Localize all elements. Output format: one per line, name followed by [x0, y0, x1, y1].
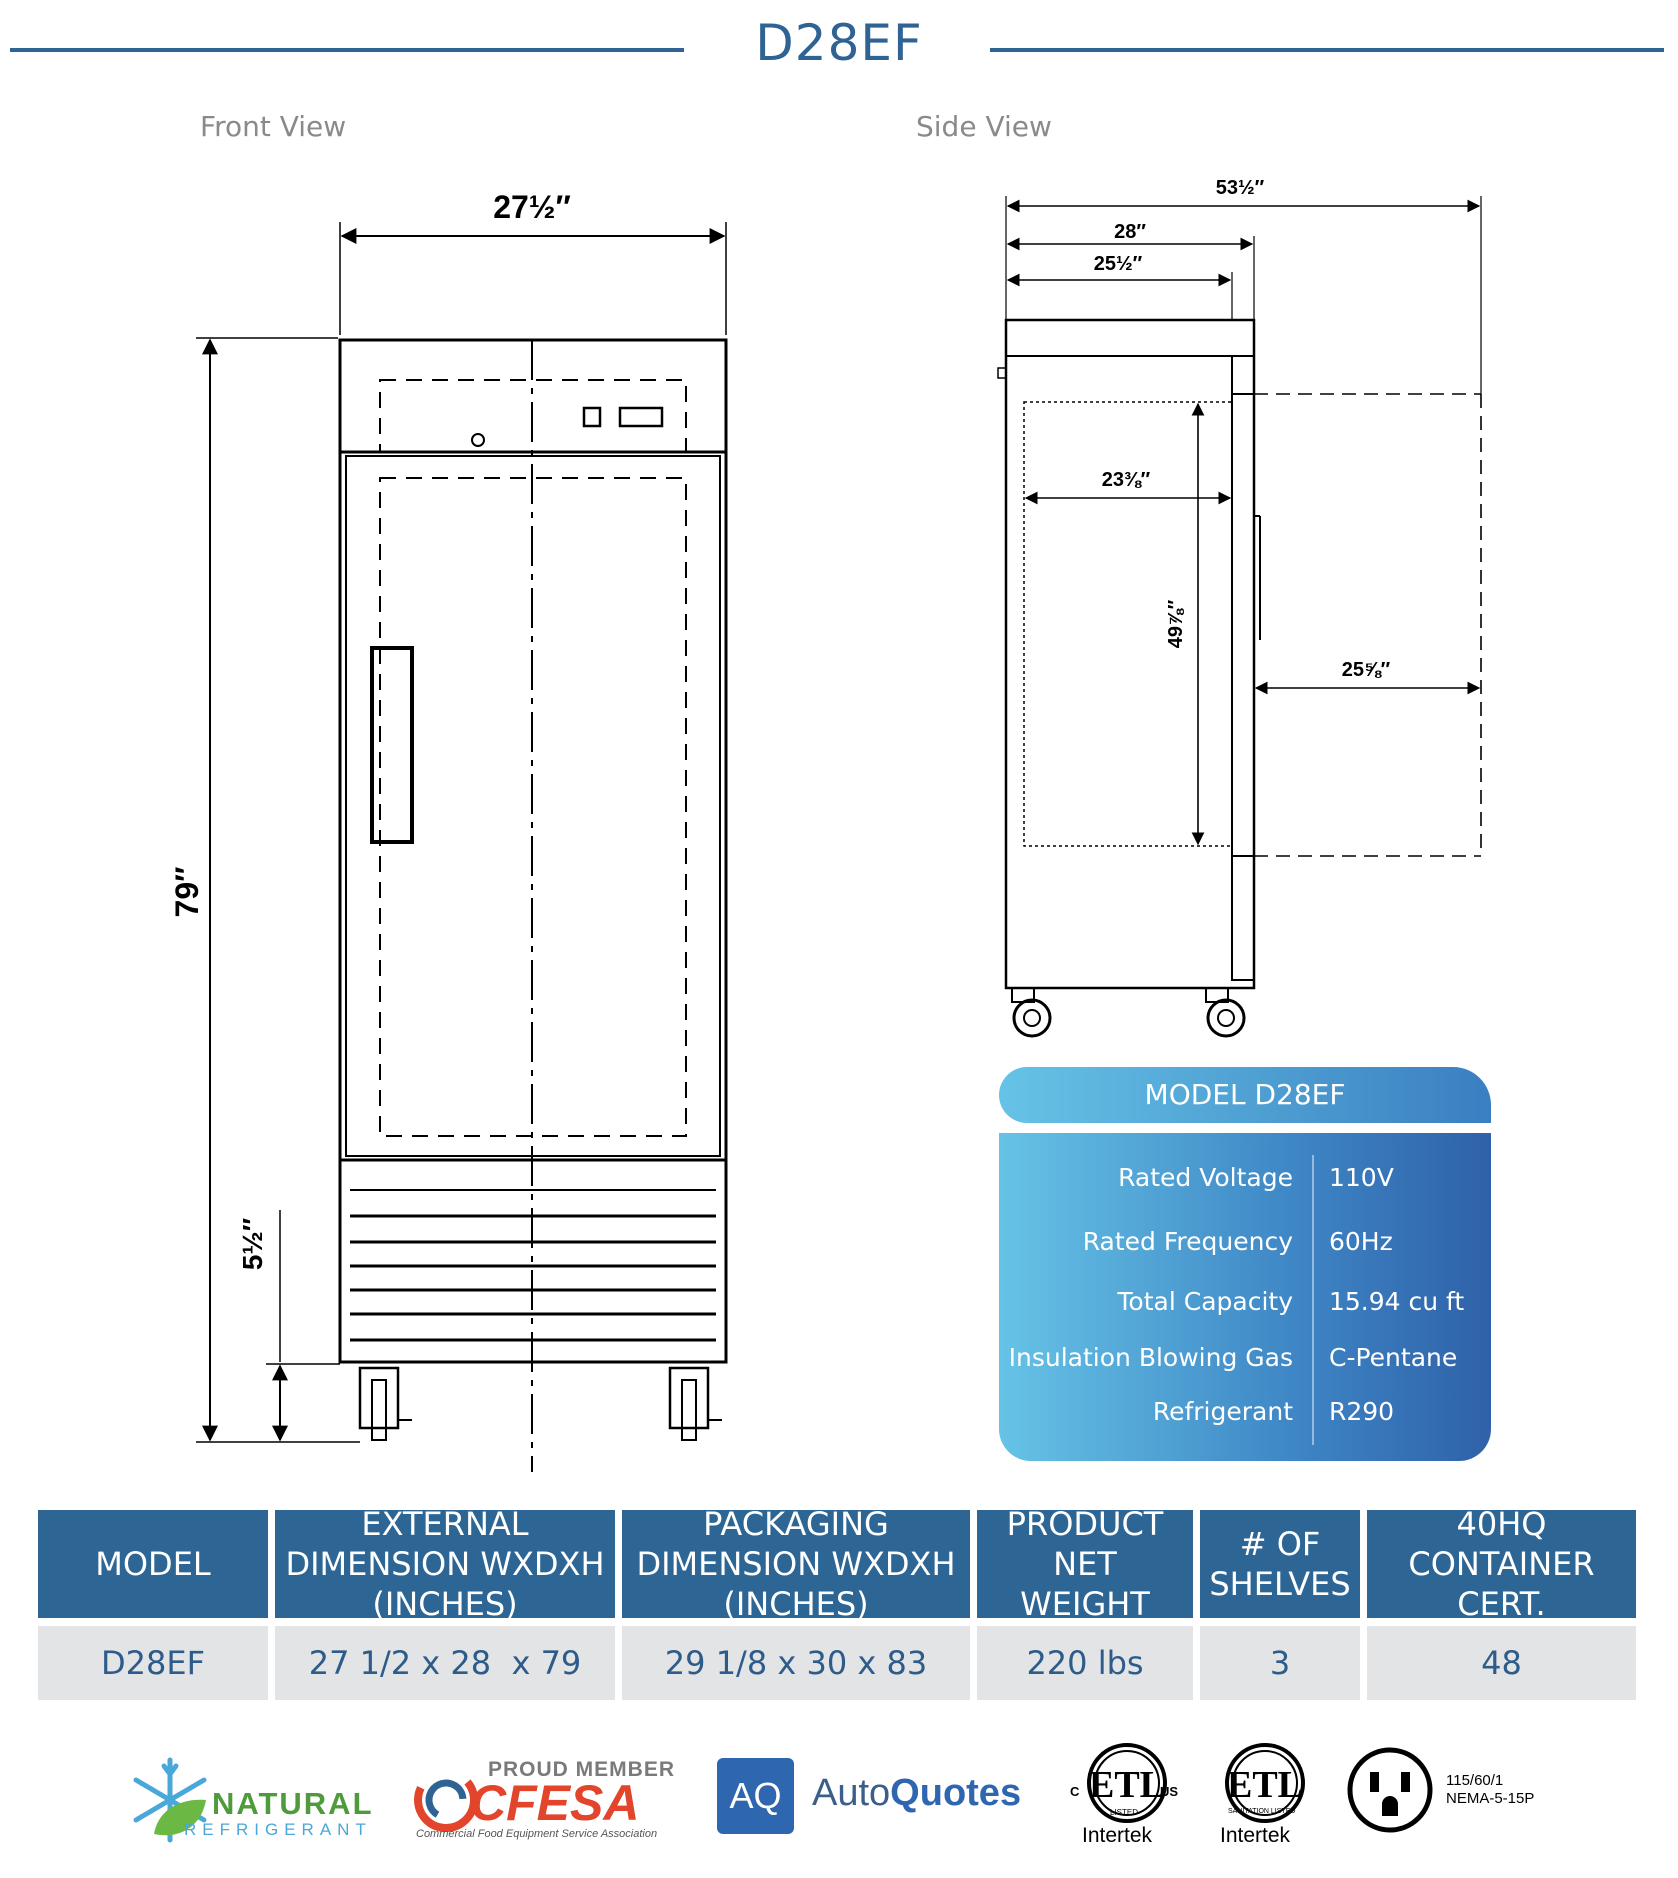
front-view-label: Front View [200, 110, 347, 143]
spec-row-frequency [999, 1227, 1491, 1267]
autoquotes-badge [717, 1758, 794, 1834]
svg-text:ETL: ETL [1088, 1764, 1166, 1806]
side-total-depth-label: 53½″ [1215, 177, 1265, 199]
table-header-packaging: PACKAGING DIMENSION WXDXH (INCHES) [622, 1510, 970, 1618]
side-interior-width-label: 23⅜″ [1101, 469, 1151, 491]
table-cell-external: 27 1/2 x 28 x 79 [275, 1626, 615, 1700]
spec-label: Total Capacity [1117, 1287, 1293, 1316]
autoquotes-badge-text: AQ [729, 1775, 782, 1816]
spec-row-voltage [999, 1163, 1491, 1203]
etl-listed-text: LISTED [1110, 1808, 1139, 1817]
plug-spec-line-1: 115/60/1 [1446, 1772, 1504, 1789]
etl-sanitation-text: SANITATION LISTED [1228, 1808, 1296, 1815]
side-door-swing-label: 25⅝″ [1341, 659, 1391, 681]
spec-value: 60Hz [1329, 1227, 1393, 1256]
nema-plug-icon [1346, 1746, 1434, 1834]
natural-refrigerant-title: NATURAL [212, 1786, 374, 1821]
front-view-drawing [196, 222, 726, 1472]
spec-value: 15.94 cu ft [1329, 1287, 1465, 1316]
spec-row-blowing-gas [999, 1343, 1491, 1383]
cfesa-wordmark: CFESA [470, 1775, 640, 1831]
spec-label: Rated Frequency [1082, 1227, 1293, 1256]
table-cell-weight: 220 lbs [977, 1626, 1193, 1700]
autoquotes-word-auto: Auto [812, 1772, 891, 1814]
cfesa-proud-member: PROUD MEMBER [488, 1758, 676, 1781]
svg-text:ETL: ETL [1226, 1764, 1304, 1806]
etl-c-mark: C [1070, 1784, 1080, 1799]
table-cell-shelves: 3 [1200, 1626, 1360, 1700]
page-title: D28EF [755, 14, 923, 72]
spec-card [999, 1133, 1491, 1461]
front-height-label: 79″ [169, 866, 205, 918]
spec-card-title: MODEL D28EF [999, 1067, 1491, 1123]
spec-row-refrigerant [999, 1397, 1491, 1437]
side-view-label: Side View [916, 110, 1052, 143]
table-cell-model: D28EF [38, 1626, 268, 1700]
spec-label: Rated Voltage [1118, 1163, 1293, 1192]
natural-refrigerant-subtitle: REFRIGERANT [184, 1820, 372, 1839]
table-header-weight: PRODUCT NET WEIGHT [977, 1510, 1193, 1618]
autoquotes-wordmark [812, 1772, 1021, 1815]
table-cell-container: 48 [1367, 1626, 1636, 1700]
side-body-depth-label: 25½″ [1093, 253, 1143, 275]
table-cell-packaging: 29 1/8 x 30 x 83 [622, 1626, 970, 1700]
table-header-container: 40HQ CONTAINER CERT. [1367, 1510, 1636, 1618]
etl-us-mark: US [1160, 1784, 1179, 1799]
side-interior-height-label: 49⅞″ [1165, 599, 1187, 649]
front-base-label: 5½″ [237, 1217, 268, 1271]
etl-intertek-label: Intertek [1082, 1824, 1153, 1847]
etl-sanitation-intertek-label: Intertek [1220, 1824, 1291, 1847]
table-header-model: MODEL [38, 1510, 268, 1618]
etl-sanitation-icon [1212, 1730, 1318, 1836]
cfesa-tagline: Commercial Food Equipment Service Association [416, 1828, 658, 1840]
table-header-shelves: # OF SHELVES [1200, 1510, 1360, 1618]
spec-value: C-Pentane [1329, 1343, 1458, 1372]
spec-value: 110V [1329, 1163, 1394, 1192]
front-width-label: 27½″ [493, 189, 571, 225]
spec-value: R290 [1329, 1397, 1395, 1426]
side-view-drawing [998, 196, 1481, 1036]
plug-spec-line-2: NEMA-5-15P [1446, 1790, 1535, 1807]
spec-row-capacity [999, 1287, 1491, 1327]
side-depth-label: 28″ [1114, 221, 1146, 243]
etl-listed-icon [1074, 1730, 1180, 1836]
spec-label: Refrigerant [1152, 1397, 1293, 1426]
table-header-external: EXTERNAL DIMENSION WXDXH (INCHES) [275, 1510, 615, 1618]
spec-label: Insulation Blowing Gas [1008, 1343, 1293, 1372]
autoquotes-word-quotes: Quotes [890, 1772, 1022, 1814]
